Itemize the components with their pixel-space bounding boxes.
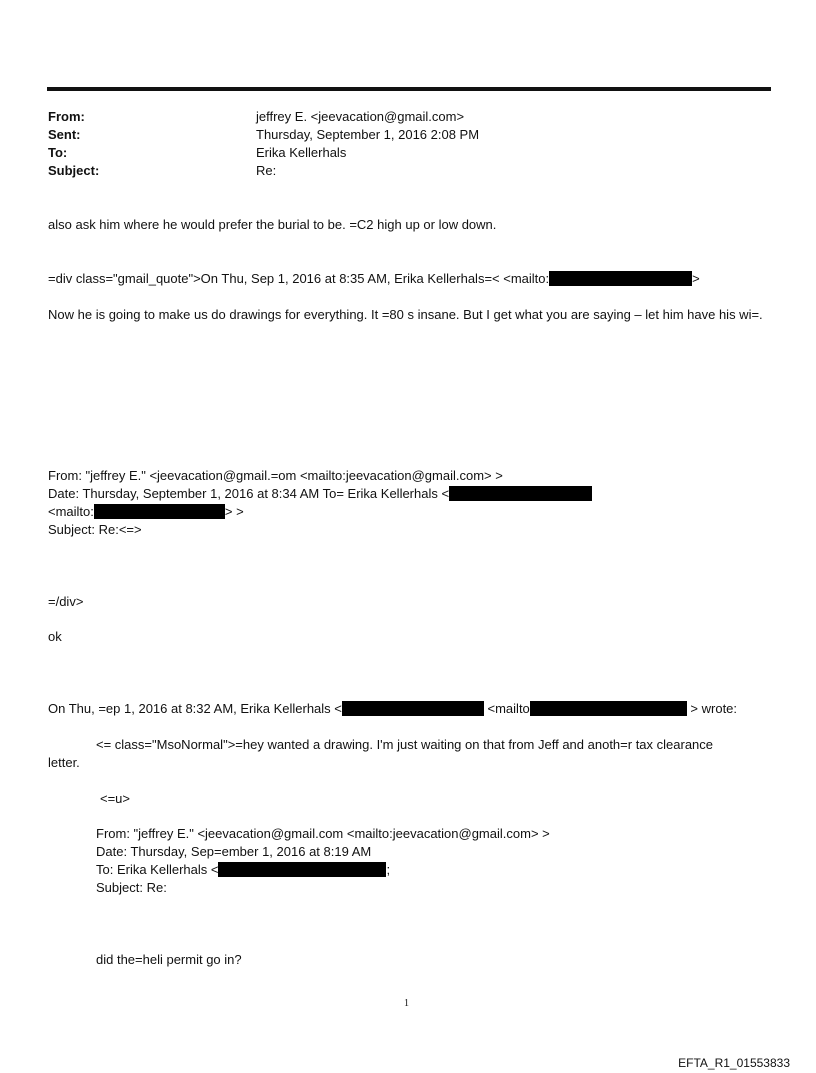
quote-intro-close: >: [692, 271, 700, 286]
fwd1-date: [48, 485, 592, 503]
on-thu-text: On Thu, =ep 1, 2016 at 8:32 AM, Erika Kellerhals <: [48, 701, 342, 716]
div-close: =/div>: [48, 594, 84, 609]
page-number: 1: [404, 998, 409, 1009]
fwd1-subject: Subject: Re:<=>: [48, 522, 142, 537]
quote-intro-text: =div class="gmail_quote">On Thu, Sep 1, 2016 at 8:35 AM, Erika Kellerhals=< <mailto:: [48, 271, 550, 286]
paragraph-drawings: Now he is going to make us do drawings for everything. It =80 s insane. But I get what you are saying – let him have his wi=.: [48, 307, 763, 322]
from-label: From:: [48, 109, 85, 124]
quote-intro: [48, 270, 700, 288]
fwd2-date: Date: Thursday, Sep=ember 1, 2016 at 8:19 AM: [96, 844, 372, 859]
on-thu-line: [48, 700, 737, 718]
sent-label: Sent:: [48, 127, 81, 142]
fwd2-subject: Subject: Re:: [96, 880, 167, 895]
redaction-bar: [530, 701, 687, 716]
redaction-bar: [342, 701, 484, 716]
reply-ok: ok: [48, 629, 62, 644]
fwd1-mailto-close: > >: [224, 504, 244, 519]
fwd2-to-text: To: Erika Kellerhals <: [96, 862, 219, 877]
fwd1-mailto-text: <mailto:: [48, 504, 94, 519]
fwd1-mailto: [48, 503, 244, 521]
sent-value: Thursday, September 1, 2016 2:08 PM: [256, 127, 480, 142]
redaction-bar: [549, 271, 692, 286]
fwd1-date-text: Date: Thursday, September 1, 2016 at 8:34 AM To= Erika Kellerhals <: [48, 486, 450, 501]
body-line-burial: also ask him where he would prefer the burial to be. =C2 high up or low down.: [48, 217, 497, 232]
fwd1-from: From: "jeffrey E." <jeevacation@gmail.=om <mailto:jeevacation@gmail.com> >: [48, 468, 503, 483]
on-thu-wrote: > wrote:: [690, 701, 738, 716]
to-label: To:: [48, 145, 68, 160]
fwd2-to: [96, 861, 390, 879]
subject-label: Subject:: [48, 163, 100, 178]
mso-line: <= class="MsoNormal">=hey wanted a drawing. I'm just waiting on that from Jeff and anoth=r tax clearance: [96, 737, 714, 752]
mso-line-cont: letter.: [48, 755, 80, 770]
on-thu-mailto: <mailto: [487, 701, 530, 716]
from-value: jeffrey E. <jeevacation@gmail.com>: [256, 109, 465, 124]
header-rule: [47, 87, 771, 91]
redaction-bar: [94, 504, 225, 519]
redaction-bar: [449, 486, 592, 501]
to-value: Erika Kellerhals: [256, 145, 347, 160]
u-tag: <=u>: [100, 791, 131, 806]
subject-value: Re:: [256, 163, 277, 178]
heli-permit-line: did the=heli permit go in?: [96, 952, 242, 967]
fwd2-to-semicolon: ;: [386, 862, 391, 877]
fwd2-from: From: "jeffrey E." <jeevacation@gmail.com <mailto:jeevacation@gmail.com> >: [96, 826, 550, 841]
redaction-bar: [218, 862, 386, 877]
document-id: EFTA_R1_01553833: [678, 1056, 790, 1070]
